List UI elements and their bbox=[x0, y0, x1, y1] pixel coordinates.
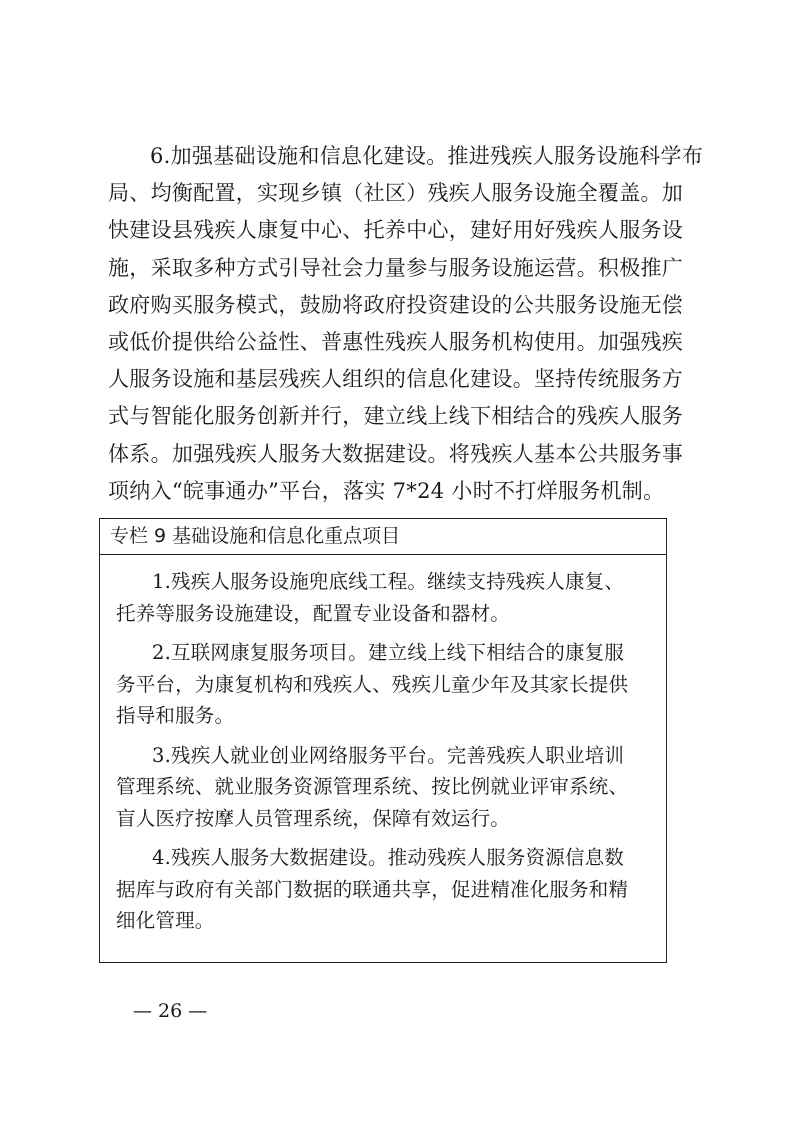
project-item-2 bbox=[116, 637, 661, 732]
project-item-1 bbox=[116, 566, 661, 629]
project-line: 托养等服务设施建设，配置专业设备和器材。 bbox=[116, 601, 511, 625]
column-box bbox=[99, 518, 667, 963]
column-box-title: 专栏 9 基础设施和信息化重点项目 bbox=[100, 519, 666, 555]
paragraph-line: 施，采取多种方式引导社会力量参与服务设施运营。积极推广 bbox=[108, 255, 684, 280]
paragraph-line: 政府购买服务模式，鼓励将政府投资建设的公共服务设施无偿 bbox=[108, 292, 684, 317]
project-line: 细化管理。 bbox=[116, 909, 215, 932]
paragraph-line: 或低价提供给公益性、普惠性残疾人服务机构使用。加强残疾 bbox=[108, 329, 684, 354]
paragraph-line: 快建设县残疾人康复中心、托养中心，建好用好残疾人服务设 bbox=[108, 218, 684, 243]
project-item-4 bbox=[116, 842, 661, 937]
project-line: 盲人医疗按摩人员管理系统，保障有效运行。 bbox=[116, 806, 511, 830]
project-line: 1.残疾人服务设施兜底线工程。继续支持残疾人康复、 bbox=[152, 570, 625, 593]
page-number: — 26 — bbox=[133, 1000, 208, 1022]
column-box-body bbox=[116, 566, 661, 945]
paragraph-line: 局、均衡配置，实现乡镇（社区）残疾人服务设施全覆盖。加 bbox=[108, 181, 684, 206]
section-6-paragraph bbox=[108, 138, 704, 510]
paragraph-line: 人服务设施和基层残疾人组织的信息化建设。坚持传统服务方 bbox=[108, 367, 684, 392]
paragraph-line: 6.加强基础设施和信息化建设。推进残疾人服务设施科学布 bbox=[150, 144, 704, 168]
project-item-3 bbox=[116, 740, 661, 835]
paragraph-line: 体系。加强残疾人服务大数据建设。将残疾人基本公共服务事 bbox=[108, 441, 684, 466]
paragraph-line: 式与智能化服务创新并行，建立线上线下相结合的残疾人服务 bbox=[108, 404, 684, 429]
project-line: 4.残疾人服务大数据建设。推动残疾人服务资源信息数 bbox=[152, 846, 625, 869]
project-line: 管理系统、就业服务资源管理系统、按比例就业评审系统、 bbox=[116, 775, 629, 798]
project-line: 务平台，为康复机构和残疾人、残疾儿童少年及其家长提供 bbox=[116, 672, 629, 696]
project-line: 3.残疾人就业创业网络服务平台。完善残疾人职业培训 bbox=[152, 743, 625, 767]
project-line: 指导和服务。 bbox=[116, 704, 235, 727]
project-line: 2.互联网康复服务项目。建立线上线下相结合的康复服 bbox=[152, 641, 625, 664]
project-line: 据库与政府有关部门数据的联通共享，促进精准化服务和精 bbox=[116, 877, 629, 901]
paragraph-line: 项纳入“皖事通办”平台，落实 7*24 小时不打烊服务机制。 bbox=[108, 478, 665, 503]
